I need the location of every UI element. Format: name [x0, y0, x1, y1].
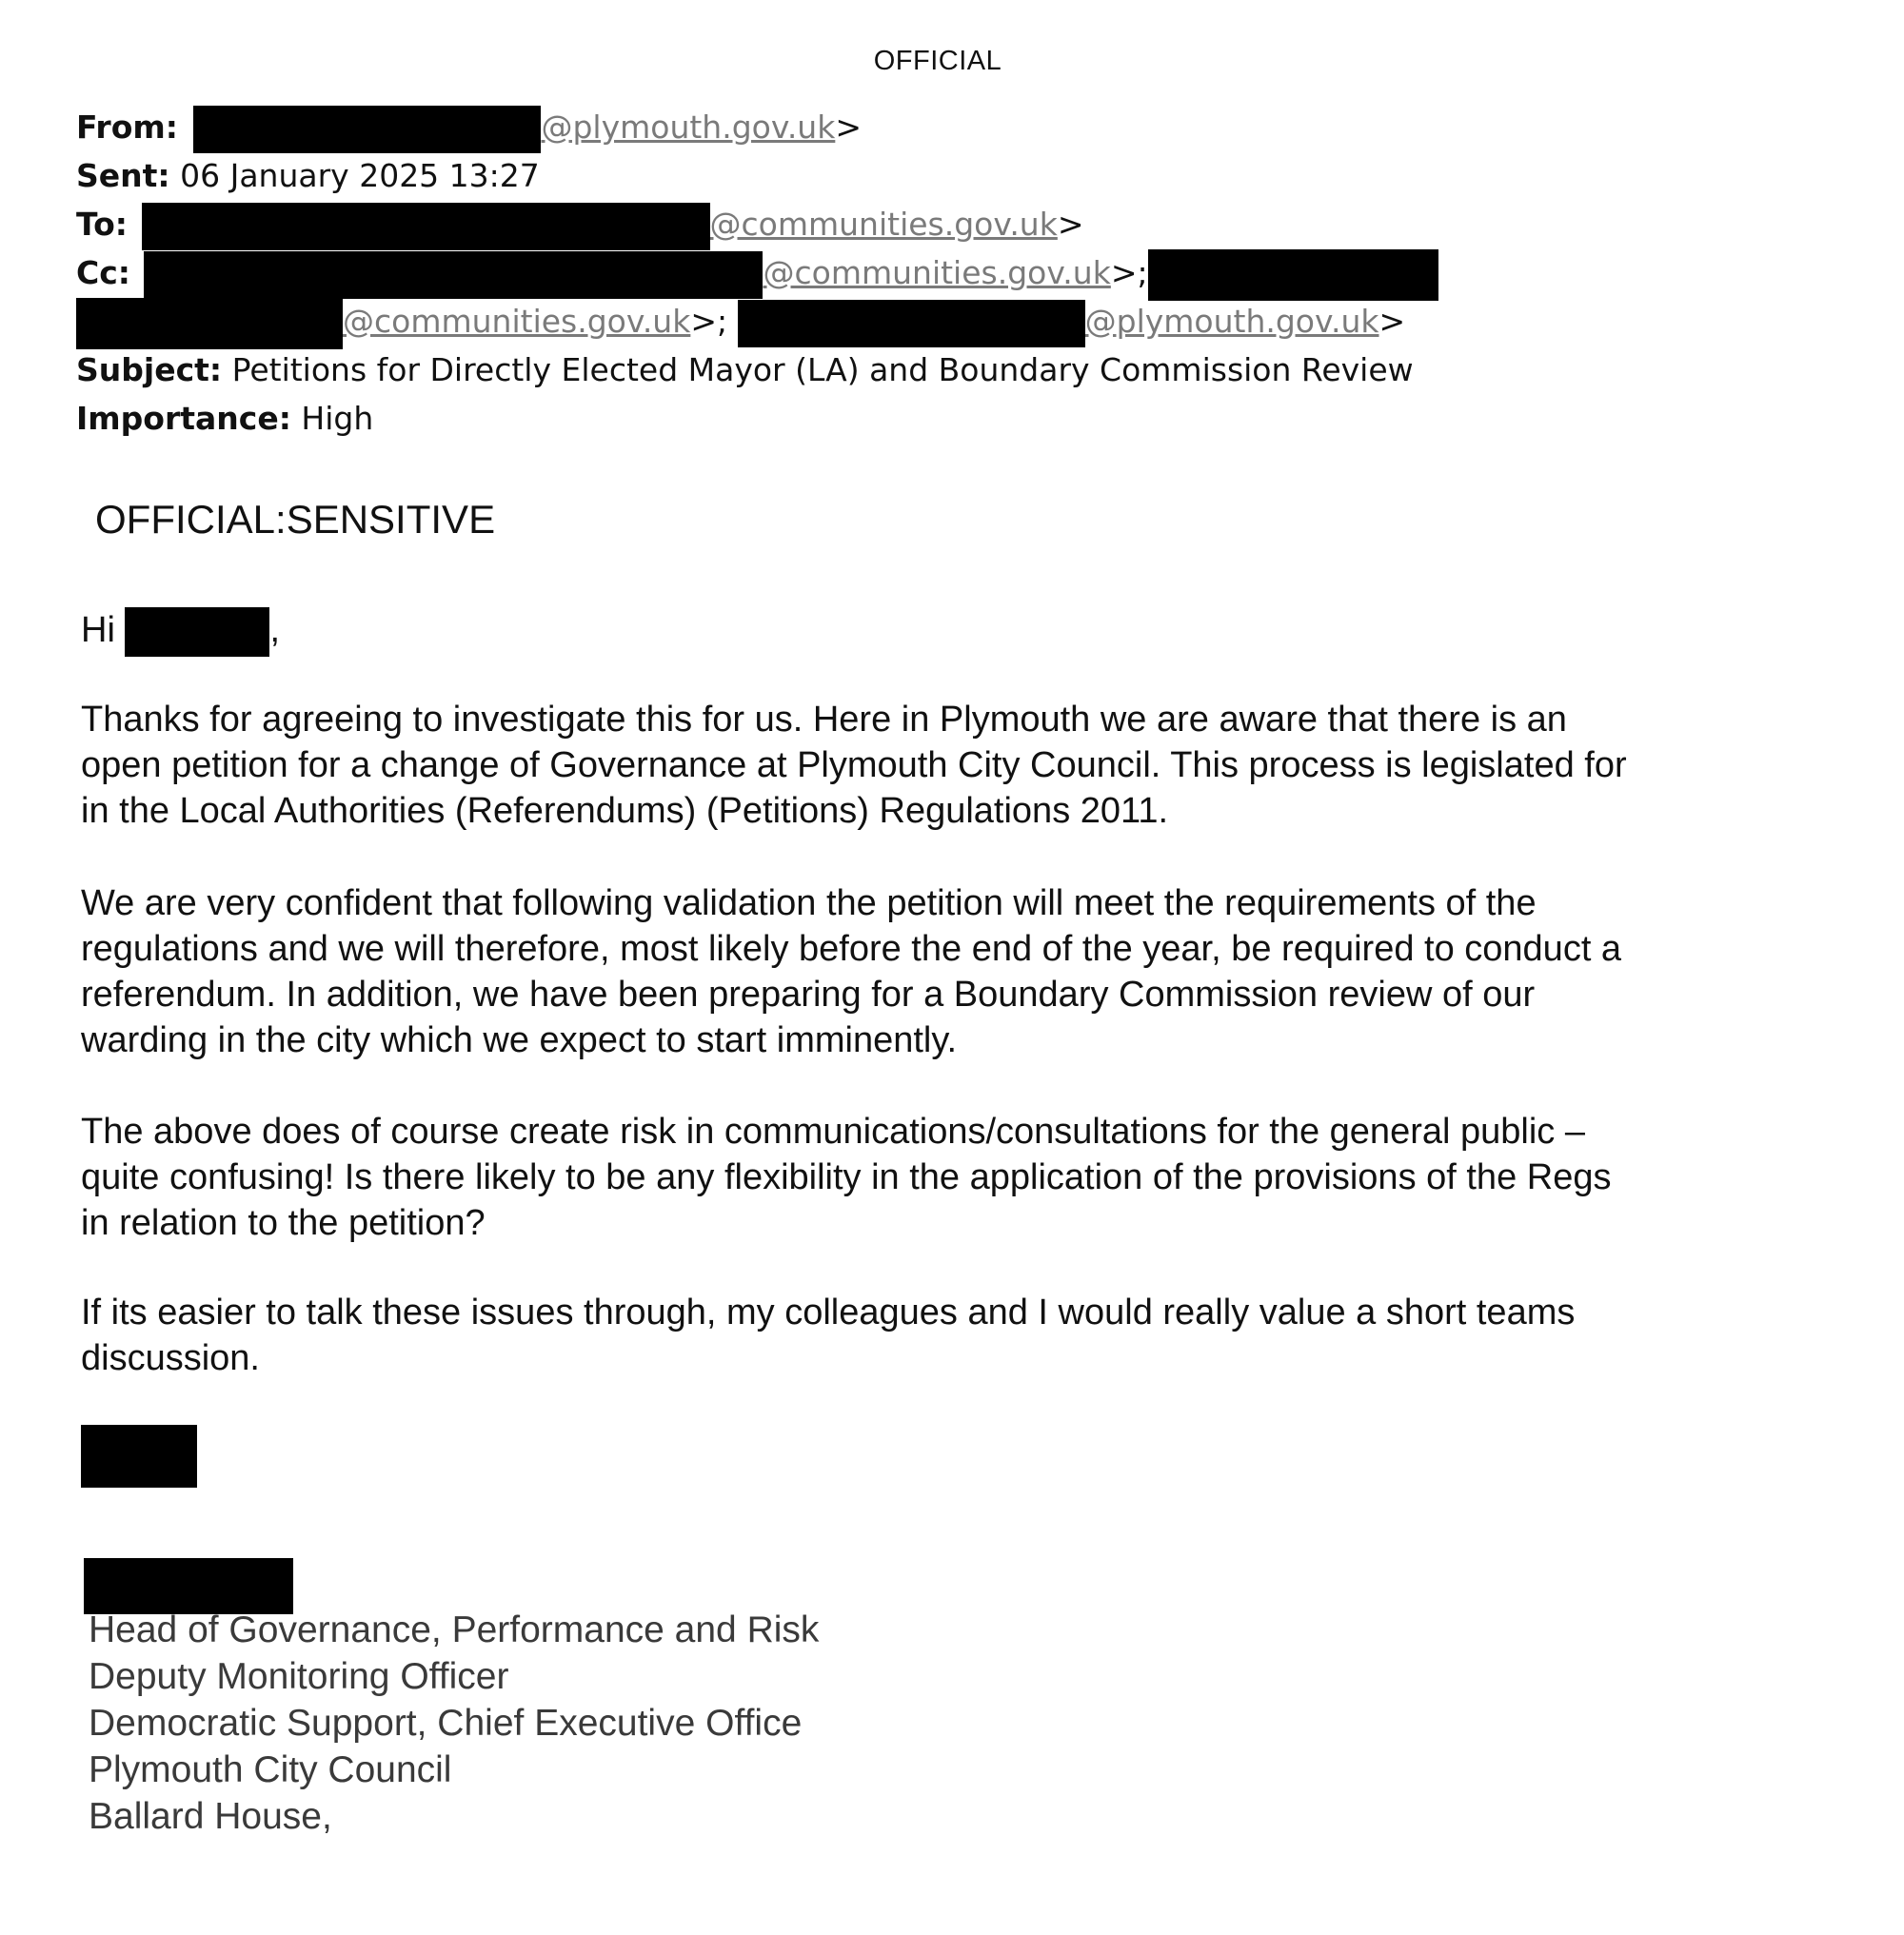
greeting-suffix: ,: [269, 610, 281, 651]
paragraph-line: discussion.: [81, 1338, 260, 1378]
paragraph-line: quite confusing! Is there likely to be any flexibility in the application of the provisions of the Regs: [81, 1157, 1612, 1197]
paragraph-4: [81, 1290, 1575, 1381]
from-domain: @plymouth.gov.uk: [541, 109, 836, 146]
redacted-cc-4: [738, 300, 1085, 347]
subject-value: Petitions for Directly Elected Mayor (LA) and Boundary Commission Review: [231, 351, 1414, 388]
cc-suffix: >: [1378, 303, 1406, 340]
paragraph-3: [81, 1109, 1611, 1246]
to-row: [76, 200, 1438, 248]
email-header: [76, 103, 1438, 443]
cc-sep-1: >;: [1110, 254, 1148, 291]
importance-label: Importance:: [76, 400, 291, 437]
paragraph-line: open petition for a change of Governance at Plymouth City Council. This process is legislated for: [81, 745, 1627, 785]
sent-label: Sent:: [76, 157, 170, 194]
subject-label: Subject:: [76, 351, 223, 388]
cc-row-continued: [76, 297, 1438, 346]
signature-line: Ballard House,: [89, 1796, 332, 1837]
cc-domain-3: @plymouth.gov.uk: [1084, 303, 1379, 340]
paragraph-2: [81, 880, 1621, 1063]
paragraph-line: Thanks for agreeing to investigate this for us. Here in Plymouth we are aware that there is an: [81, 700, 1567, 740]
cc-sep-2: >;: [690, 303, 728, 340]
signature-line: Head of Governance, Performance and Risk: [89, 1609, 820, 1650]
from-label: From:: [76, 109, 178, 146]
classification-marking-top: OFFICIAL: [873, 46, 1002, 76]
redacted-cc-3: [76, 298, 343, 349]
importance-row: [76, 394, 1438, 443]
to-suffix: >: [1057, 206, 1084, 243]
redacted-cc-2: [1148, 249, 1438, 301]
sent-value: 06 January 2025 13:27: [180, 157, 540, 194]
redacted-cc-1: [144, 251, 763, 299]
from-suffix: >: [835, 109, 862, 146]
greeting-prefix: Hi: [81, 610, 115, 651]
security-marking: OFFICIAL:SENSITIVE: [95, 497, 496, 542]
cc-domain-1: @communities.gov.uk: [763, 254, 1111, 291]
to-label: To:: [76, 206, 128, 243]
to-domain: @communities.gov.uk: [709, 206, 1058, 243]
redacted-sender: [193, 106, 541, 153]
cc-domain-2: @communities.gov.uk: [343, 303, 691, 340]
cc-label: Cc:: [76, 254, 130, 291]
from-row: [76, 103, 1438, 151]
paragraph-line: If its easier to talk these issues through, my colleagues and I would really value a short teams: [81, 1293, 1576, 1333]
redacted-recipient: [142, 203, 710, 250]
paragraph-line: The above does of course create risk in communications/consultations for the general public –: [81, 1112, 1585, 1152]
paragraph-line: regulations and we will therefore, most likely before the end of the year, be required to conduct a: [81, 929, 1622, 969]
paragraph-1: [81, 697, 1627, 834]
signature-line: Democratic Support, Chief Executive Office: [89, 1703, 803, 1744]
paragraph-line: referendum. In addition, we have been preparing for a Boundary Commission review of our: [81, 975, 1536, 1015]
paragraph-line: in relation to the petition?: [81, 1203, 486, 1243]
signature-line: Deputy Monitoring Officer: [89, 1656, 509, 1697]
paragraph-line: in the Local Authorities (Referendums) (Petitions) Regulations 2011.: [81, 791, 1169, 831]
redacted-recipient-name: [125, 607, 269, 657]
subject-row: [76, 346, 1438, 394]
signature-block: [89, 1607, 819, 1840]
cc-row: [76, 248, 1438, 297]
redacted-signoff: [81, 1425, 197, 1488]
signature-line: Plymouth City Council: [89, 1749, 452, 1790]
greeting: [81, 607, 280, 657]
importance-value: High: [301, 400, 374, 437]
paragraph-line: warding in the city which we expect to start imminently.: [81, 1020, 958, 1060]
paragraph-line: We are very confident that following validation the petition will meet the requirements of the: [81, 883, 1537, 923]
sent-row: [76, 151, 1438, 200]
